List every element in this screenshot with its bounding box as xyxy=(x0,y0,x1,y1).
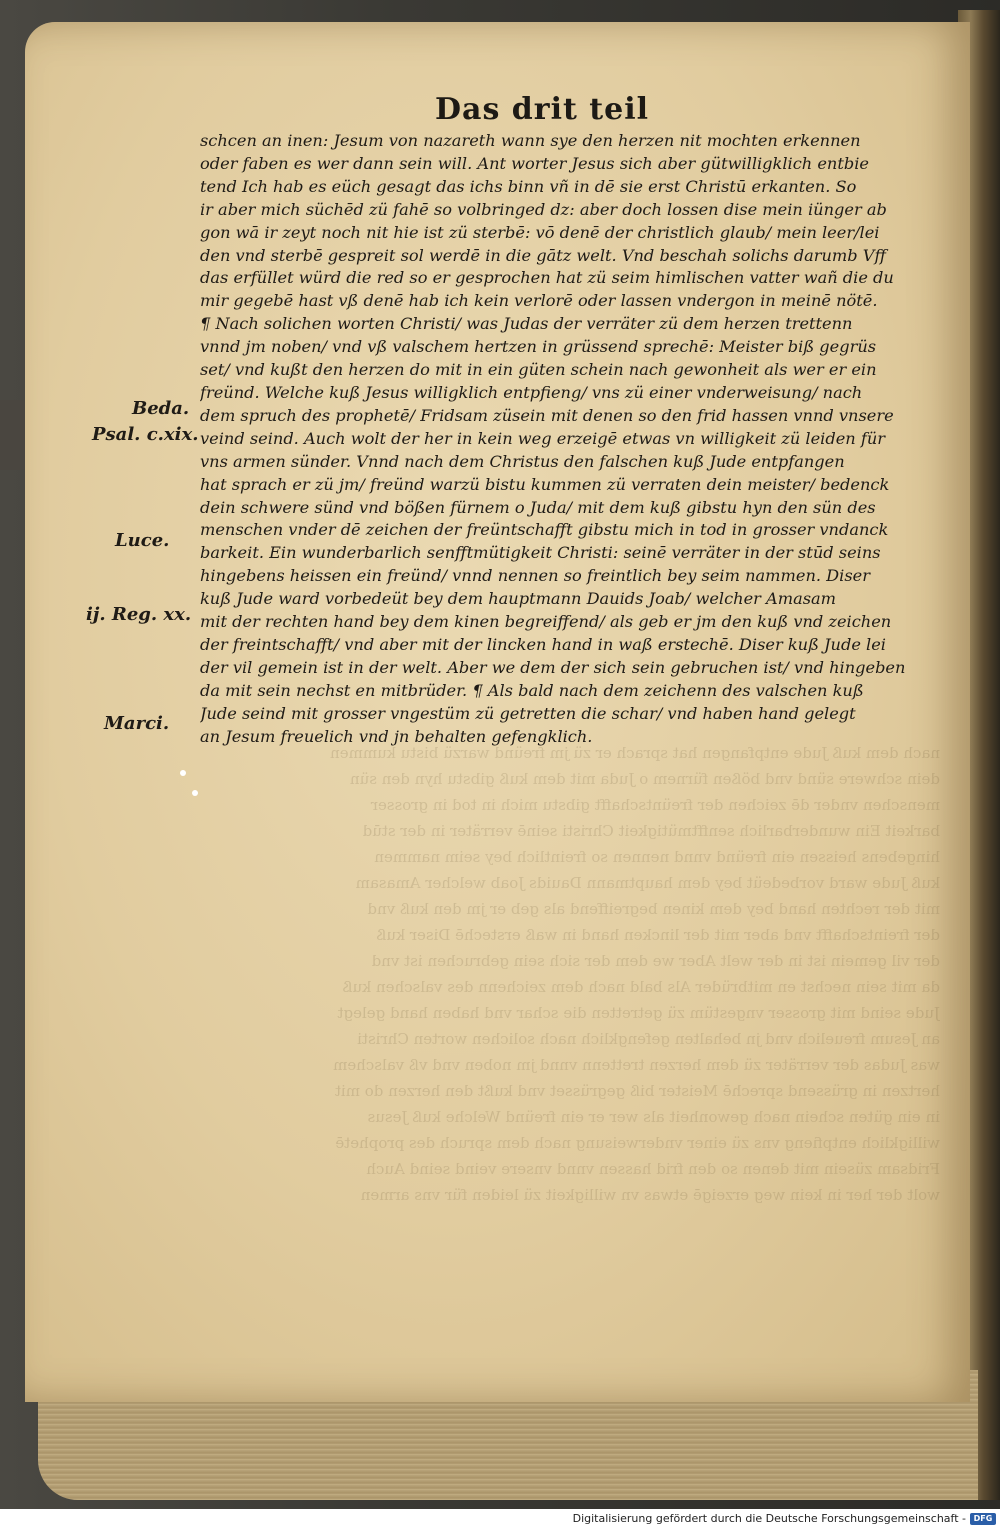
footer-credit: Digitalisierung gefördert durch die Deutsche Forschungsgemeinschaft - xyxy=(572,1512,966,1525)
text-line: mir gegebē hast vß denē hab ich kein verlorē oder lassen vndergon in meinē nötē. xyxy=(200,291,878,311)
margin-note-psalm: Psal. c.xix. xyxy=(92,424,199,445)
text-line: freünd. Welche kuß Jesus willigklich entpfieng/ vns zü einer vnderweisung/ nach xyxy=(200,382,863,402)
text-line: vns armen sünder. Vnnd nach dem Christus den falschen kuß Jude entpfangen xyxy=(200,451,845,471)
text-line: oder faben es wer dann sein will. Ant worter Jesus sich aber gütwilligklich entbie xyxy=(200,153,869,173)
running-head: Das drit teil xyxy=(435,92,650,127)
text-line: hat sprach er zü jm/ freünd warzü bistu kummen zü verraten dein meister/ bedenck xyxy=(200,474,890,494)
text-line: veind seind. Auch wolt der her in kein weg erzeigē etwas vn willigkeit zü leiden für xyxy=(200,428,885,448)
text-line: Jude seind mit grosser vngestüm zü getretten die schar/ vnd haben hand gelegt xyxy=(200,703,856,723)
text-line: barkeit. Ein wunderbarlich senfftmütigkeit Christi: seinē verräter in der stūd seins xyxy=(200,543,881,563)
paper-speck xyxy=(192,790,198,796)
body-text xyxy=(200,130,912,748)
text-line: hingebens heissen ein freünd/ vnnd nennen so freintlich bey seim nammen. Diser xyxy=(200,566,870,586)
text-line: das erfüllet würd die red so er gesprochen hat zü seim himlischen vatter wañ die du xyxy=(200,268,894,288)
text-line: den vnd sterbē gespreit sol werdē in die gātz welt. Vnd beschah solichs darumb Vff xyxy=(200,245,886,265)
margin-note-mark: Marci. xyxy=(104,713,170,734)
margin-note-kings: ij. Reg. xx. xyxy=(86,604,192,625)
margin-note-beda: Beda. xyxy=(132,398,190,419)
dfg-logo: DFG xyxy=(970,1513,996,1525)
text-line: an Jesum freuelich vnd jn behalten gefengklich. xyxy=(200,726,593,746)
text-line: vnnd jm noben/ vnd vß valschem hertzen in grüssend sprechē: Meister biß gegrüs xyxy=(200,337,877,357)
text-line: da mit sein nechst en mitbrüder. ¶ Als bald nach dem zeichenn des valschen kuß xyxy=(200,680,864,700)
text-line: schcen an inen: Jesum von nazareth wann sye den herzen nit mochten erkennen xyxy=(200,131,861,150)
text-line: dem spruch des prophetē/ Fridsam züsein mit denen so den frid hassen vnnd vnsere xyxy=(200,405,894,425)
text-line: menschen vnder dē zeichen der freüntschafft gibstu mich in tod in grosser vndanck xyxy=(200,520,889,540)
text-line: tend Ich hab es eüch gesagt das ichs binn vñ in dē sie erst Christū erkanten. So xyxy=(200,176,857,196)
text-line: mit der rechten hand bey dem kinen begreiffend/ als geb er jm den kuß vnd zeichen xyxy=(200,612,892,632)
text-line: kuß Jude ward vorbedeüt bey dem hauptmann Dauids Joab/ welcher Amasam xyxy=(200,589,837,609)
footer-bar xyxy=(0,1509,1000,1529)
margin-note-luke: Luce. xyxy=(115,530,170,551)
text-line: gon wā ir zeyt noch nit hie ist zü sterbē: vō denē der christlich glaub/ mein leer/lei xyxy=(200,222,880,242)
text-line: der vil gemein ist in der welt. Aber we dem der sich sein gebruchen ist/ vnd hingeben xyxy=(200,657,906,677)
text-line: dein schwere sünd vnd bößen fürnem o Juda/ mit dem kuß gibstu hyn den sün des xyxy=(200,497,876,517)
text-line: der freintschafft/ vnd aber mit der lincken hand in waß erstechē. Diser kuß Jude lei xyxy=(200,634,886,654)
text-line: ir aber mich süchēd zü fahē so volbringed dz: aber doch lossen dise mein iünger ab xyxy=(200,199,887,219)
bleed-through-text: nach dem kuß Jude entpfangen hat sprach er zü jm freünd warzü bistu kummen dein schwere sünd vnd bößen fürnem o Juda mit dem kuß gibstu hyn den sün menschen vnder dē zeichen der freüntschafft gibstu mich in tod in grosser barkeit Ein wunderbarlich senfftmütigkeit Christi seinē verräter in der stūd hingebens heissen ein freünd vnnd nennen so freintlich bey seim nammen kuß Jude ward vorbedeüt bey dem hauptmann Dauids Joab welcher Amasam mit der rechten hand bey dem kinen begreiffend als geb er jm den kuß vnd der freintschafft vnd aber mit der lincken hand in waß erstechē Diser kuß der vil gemein ist in der welt Aber we dem der sich sein gebruchen ist vnd da mit sein nechst en mitbrüder Als bald nach dem zeichenn des valschen kuß Jude seind mit grosser vngestüm zü getretten die schar vnd haben hand gelegt an Jesum freuelich vnd jn behalten gefengklich nach solichen worten Christi was Judas der verräter zü dem herzen trettenn vnnd jm noben vnd vß valschem hertzen in grüssend sprechē Meister biß gegrüsset vnd kußt den herzen do mit in ein güten schein nach gewonheit als wer er ein freünd Welche kuß Jesus willigklich entpfieng vns zü einer vnderweisung nach dem spruch des prophetē Fridsam züsein mit denen so den frid hassen vnnd vnsere veind seind Auch wolt der her in kein weg erzeigē etwas vn willigkeit zü leiden für vns armen xyxy=(330,744,940,1204)
text-line: ¶ Nach solichen worten Christi/ was Judas der verräter zü dem herzen trettenn xyxy=(200,314,853,334)
paper-speck xyxy=(180,770,186,776)
text-line: set/ vnd kußt den herzen do mit in ein güten schein nach gewonheit als wer er ein xyxy=(200,360,877,380)
